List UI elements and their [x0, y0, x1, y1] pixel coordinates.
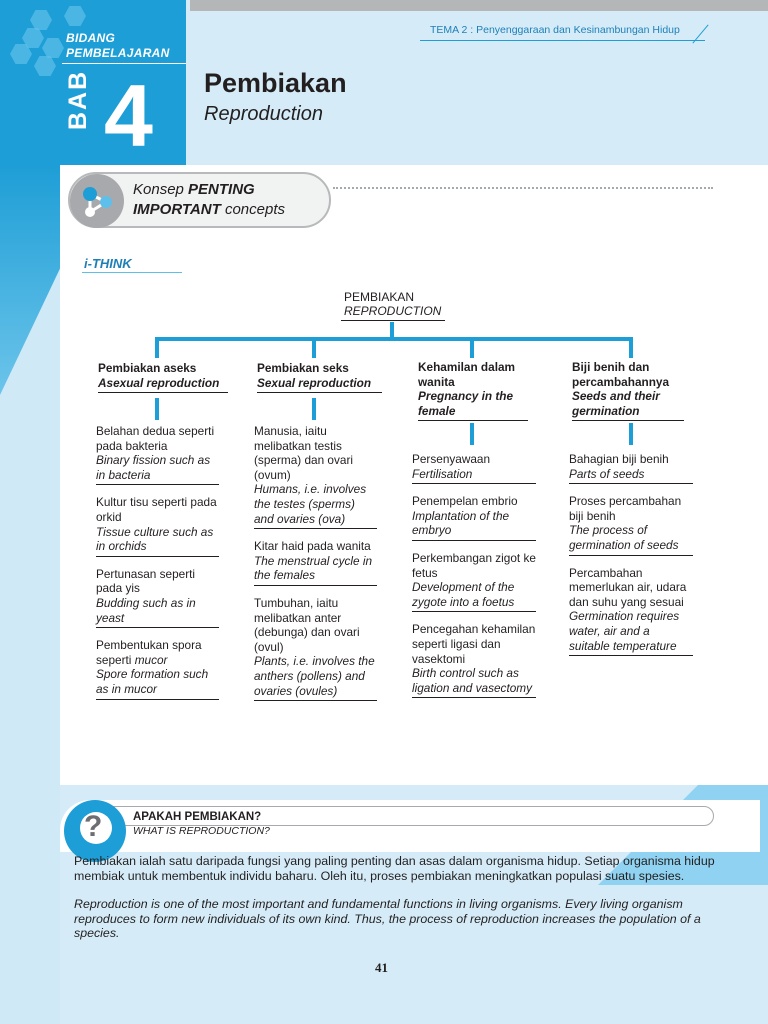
- molecule-icon: [76, 180, 120, 224]
- paragraph-my: Pembiakan ialah satu daripada fungsi yang paling penting dan asas dalam organisma hidup. Setiap organisma hidup membiak untuk membentuk individu baharu. Oleh itu, proses pembiakan meningkatkan populasi suatu spesies.: [74, 854, 715, 883]
- concept-title-en: IMPORTANT concepts: [133, 201, 285, 218]
- chapter-band: [0, 0, 186, 165]
- list-item: Persenyawaan Fertilisation: [412, 452, 536, 484]
- tree-connector: [629, 337, 633, 358]
- learning-area-label: BIDANG PEMBELAJARAN: [66, 31, 170, 60]
- list-item: Tumbuhan, iaitu melibatkan anter (debunga) dan ovari (ovul) Plants, i.e. involves the anthers (pollens) and ovaries (ovules): [254, 596, 377, 701]
- concept-title-my: Konsep PENTING: [133, 181, 255, 198]
- list-item: Proses percambahan biji benih The process of germination of seeds: [569, 494, 693, 555]
- bab-label: BAB: [64, 69, 92, 130]
- branch-items-seeds: [569, 452, 693, 666]
- tree-root-my: PEMBIAKAN: [344, 290, 415, 304]
- tree-connector: [155, 337, 159, 358]
- tree-connector: [470, 337, 474, 358]
- theme-label: TEMA 2 : Penyenggaraan dan Kesinambungan Hidup: [430, 24, 680, 36]
- list-item: Percambahan memerlukan air, udara dan suhu yang sesuai Germination requires water, air and a suitable temperature: [569, 566, 693, 657]
- tree-branch-sexual: [257, 361, 382, 393]
- branch-items-asexual: [96, 424, 219, 710]
- list-item: Kultur tisu seperti pada orkid Tissue culture such as in orchids: [96, 495, 219, 556]
- branch-heading: Pembiakan seks Sexual reproduction: [257, 361, 382, 393]
- tree-connector: [312, 398, 316, 420]
- list-item: Manusia, iaitu melibatkan testis (sperma) dan ovari (ovum) Humans, i.e. involves the testes (sperms) and ovaries (ova): [254, 424, 377, 529]
- ithink-label: i-THINK: [84, 256, 132, 271]
- branch-heading: Pembiakan aseks Asexual reproduction: [98, 361, 228, 393]
- tree-branch-pregnancy: [418, 360, 528, 421]
- ithink-underline: [82, 272, 182, 273]
- tree-connector: [470, 423, 474, 445]
- tree-horizontal-bar: [155, 337, 633, 341]
- tree-connector: [390, 322, 394, 338]
- branch-items-sexual: [254, 424, 377, 711]
- tree-connector: [312, 337, 316, 358]
- tree-connector: [155, 398, 159, 420]
- theme-underline: [420, 40, 705, 41]
- list-item: Penempelan embrio Implantation of the embryo: [412, 494, 536, 541]
- question-title-my: APAKAH PEMBIAKAN?: [133, 811, 262, 823]
- question-title-en: WHAT IS REPRODUCTION?: [133, 825, 270, 837]
- tree-root-en: REPRODUCTION: [344, 304, 442, 318]
- list-item: Belahan dedua seperti pada bakteria Binary fission such as in bacteria: [96, 424, 219, 485]
- tree-branch-seeds: [572, 360, 684, 421]
- page-number: 41: [375, 960, 388, 975]
- tree-branch-asexual: [98, 361, 228, 393]
- header-stripe: [190, 0, 768, 11]
- dotted-divider: [333, 187, 713, 189]
- learning-area-divider: [62, 63, 186, 64]
- paragraph-en: Reproduction is one of the most important and fundamental functions in living organisms. Every living organism reproduces to form new individuals of its own kind. Thus, the process of reproduction increases the population of a species.: [74, 897, 701, 941]
- chapter-number: 4: [104, 66, 153, 165]
- branch-items-pregnancy: [412, 452, 536, 708]
- list-item: Kitar haid pada wanita The menstrual cycle in the females: [254, 539, 377, 586]
- chapter-subtitle: Reproduction: [204, 103, 323, 125]
- list-item: Pencegahan kehamilan seperti ligasi dan vasektomi Birth control such as ligation and vasectomy: [412, 622, 536, 698]
- tree-connector: [629, 423, 633, 445]
- question-mark-icon: ?: [84, 810, 103, 843]
- list-item: Bahagian biji benih Parts of seeds: [569, 452, 693, 484]
- list-item: Pertunasan seperti pada yis Budding such as in yeast: [96, 567, 219, 628]
- branch-heading: Kehamilan dalam wanita Pregnancy in the female: [418, 360, 528, 421]
- branch-heading: Biji benih dan percambahannya Seeds and their germination: [572, 360, 684, 421]
- chapter-title: Pembiakan: [204, 68, 347, 98]
- tree-root-underline: [341, 320, 445, 321]
- list-item: Perkembangan zigot ke fetus Development of the zygote into a foetus: [412, 551, 536, 612]
- list-item: Pembentukan spora seperti mucor Spore formation such as in mucor: [96, 638, 219, 699]
